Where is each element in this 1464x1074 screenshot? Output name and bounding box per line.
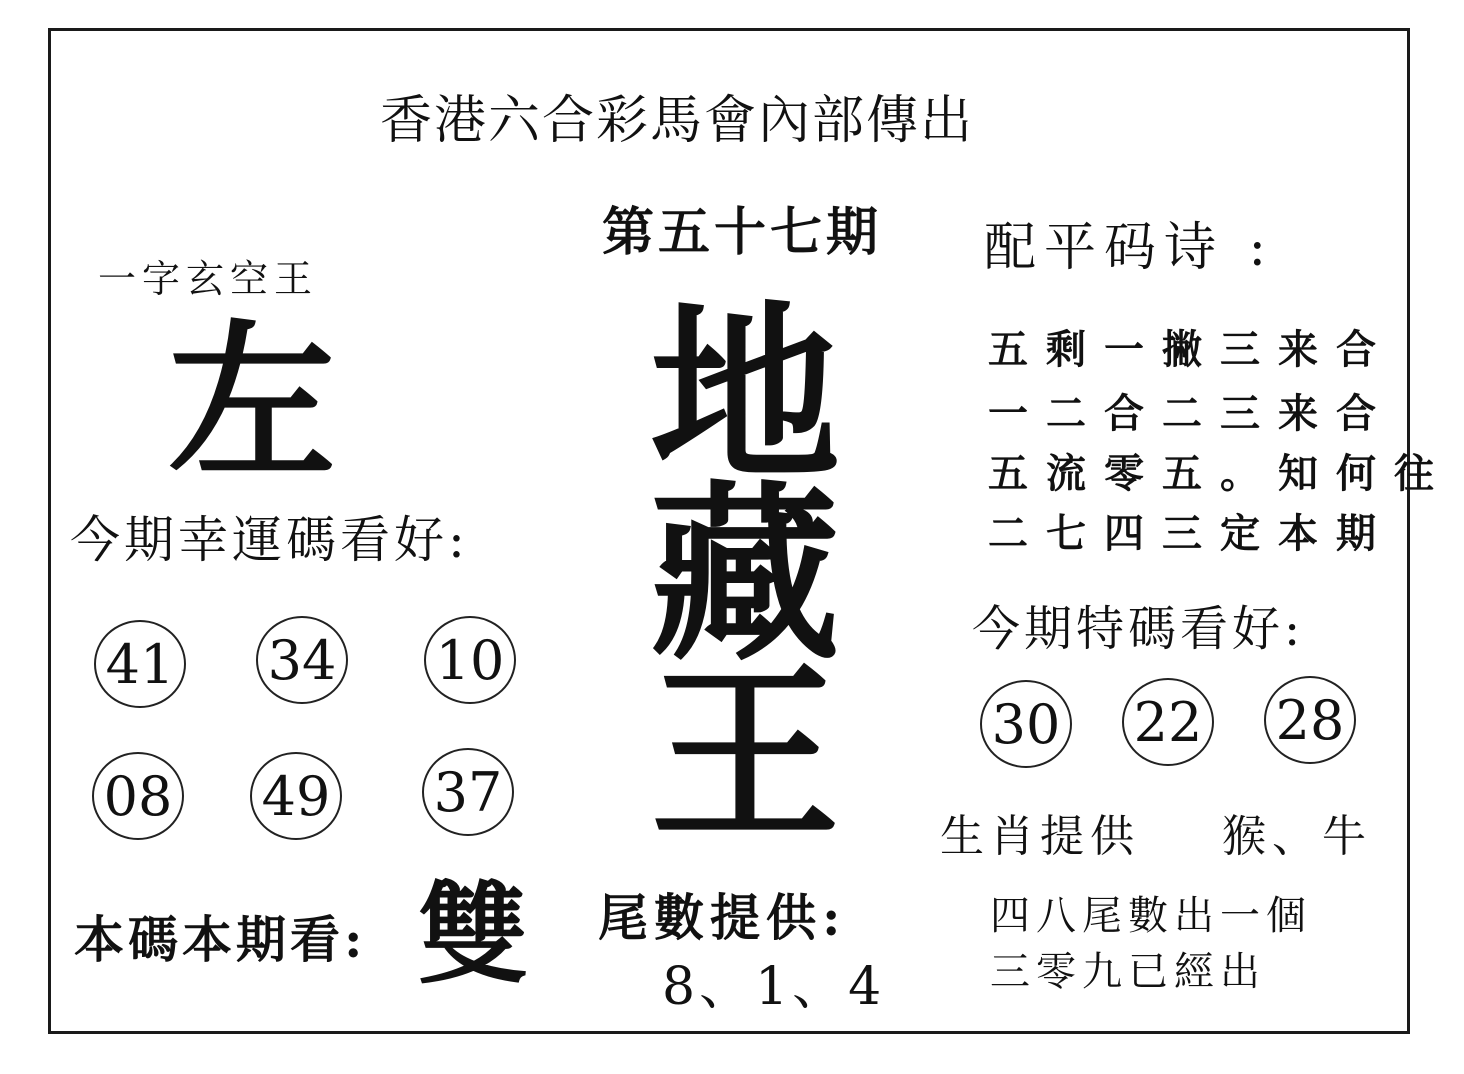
lucky-number-ball: 08 xyxy=(92,752,184,840)
lucky-number-ball: 37 xyxy=(422,748,514,836)
left-big-char: 左 xyxy=(168,303,336,501)
tail-note: 三零九已經出 xyxy=(990,949,1266,995)
code-label: 本碼本期看: xyxy=(74,910,367,969)
center-title-char: 藏 xyxy=(650,463,841,686)
lucky-number-ball: 10 xyxy=(424,616,516,704)
zodiac-label: 生肖提供 xyxy=(940,811,1140,862)
left-subtitle: 一字玄空王 xyxy=(98,257,319,301)
poem-line: 五流零五。知何往 xyxy=(988,450,1452,497)
special-number-ball: 28 xyxy=(1264,676,1356,764)
special-numbers-label: 今期特碼看好: xyxy=(972,601,1305,657)
header-title: 香港六合彩馬會內部傳出 xyxy=(380,91,975,151)
poem-line: 一二合二三来合 xyxy=(988,390,1394,437)
code-value: 雙 xyxy=(418,870,528,999)
lucky-number-ball: 49 xyxy=(250,752,342,840)
tail-values: 8、1、4 xyxy=(662,957,886,1017)
poem-line: 五剩一撇三来合 xyxy=(988,326,1394,373)
poem-line: 二七四三定本期 xyxy=(988,510,1394,557)
lucky-numbers-label: 今期幸運碼看好: xyxy=(70,511,469,569)
lucky-number-ball: 34 xyxy=(256,616,348,704)
zodiac-value: 猴、牛 xyxy=(1222,811,1372,862)
center-title-char: 地 xyxy=(650,283,841,506)
issue-label: 第五十七期 xyxy=(602,202,883,263)
tail-note: 四八尾數出一個 xyxy=(990,893,1312,939)
lucky-number-ball: 41 xyxy=(94,620,186,708)
tail-label: 尾數提供: xyxy=(598,888,847,947)
special-number-ball: 22 xyxy=(1122,678,1214,766)
poem-title: 配平码诗 : xyxy=(984,218,1275,278)
special-number-ball: 30 xyxy=(980,680,1072,768)
center-title-char: 王 xyxy=(650,643,841,866)
